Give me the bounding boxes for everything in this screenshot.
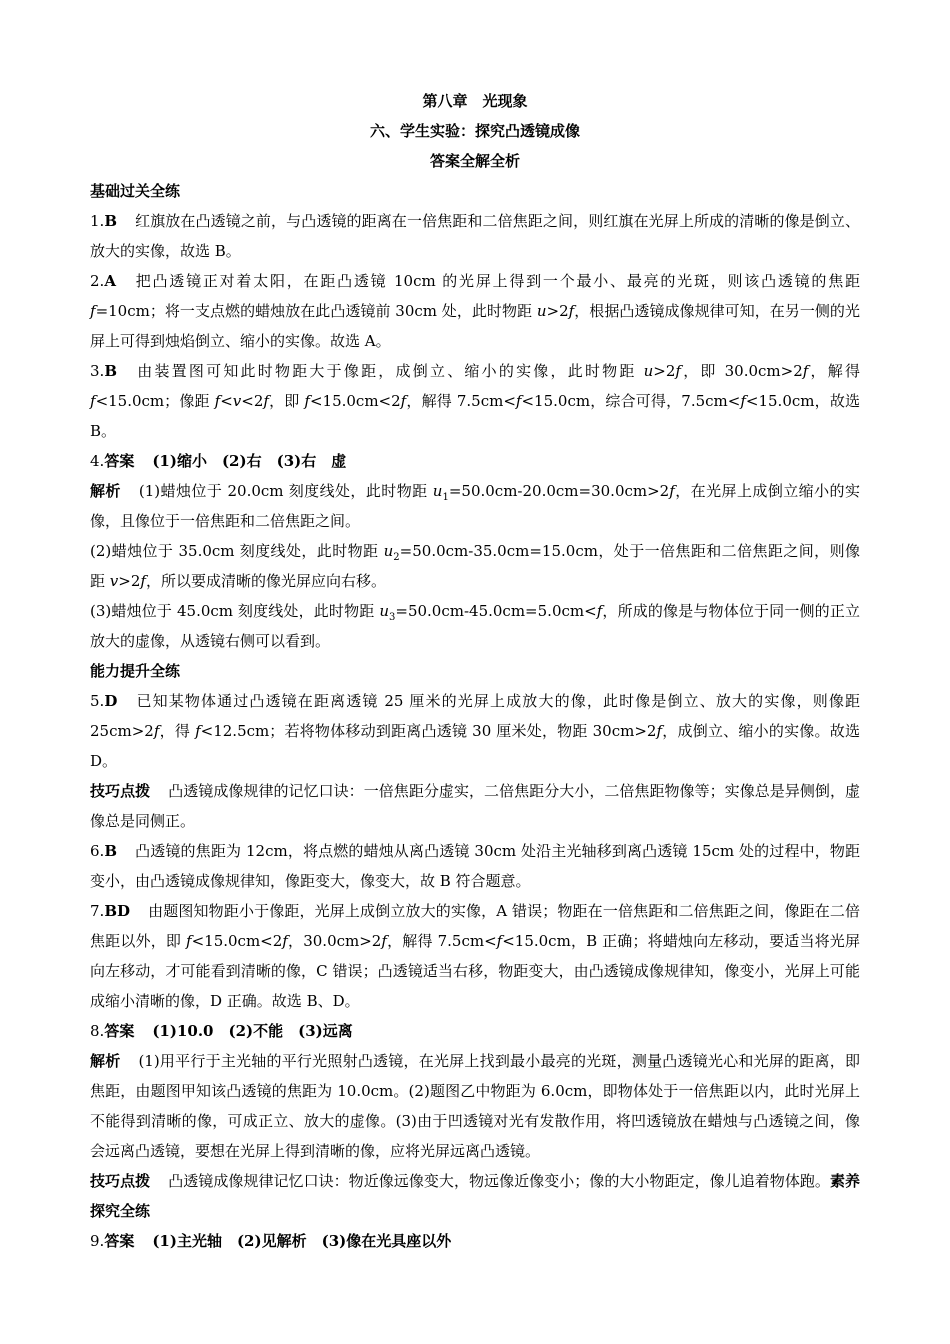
answer-key: (1)主光轴 (2)见解析 (3)像在光具座以外 [152, 1232, 452, 1250]
section-ability: 能力提升全练 [90, 662, 181, 680]
question-3: 3.B 由装置图可知此时物距大于像距，成倒立、缩小的实像，此时物距 u>2f，即 30.0cm>2f，解得 f<15.0cm；像距 f<v<2f，即 f<15.0cm<2f，解得 7.5cm<f<15.0cm，综合可得，7.5cm<f<15.0cm，故选 B。 [90, 362, 860, 440]
answer-key: B [104, 842, 117, 860]
answer-key: B [104, 212, 117, 230]
answer-key: (1)10.0 (2)不能 (3)远离 [152, 1022, 353, 1040]
question-4-analysis-3: (3)蜡烛位于 45.0cm 刻度线处，此时物距 $u_3=50.0cm-45.0cm=5.0cm<f$，所成的像是与物体位于同一侧的正立放大的虚像，从透镜右侧可以看到。 [90, 602, 860, 650]
question-4-analysis-2: (2)蜡烛位于 35.0cm 刻度线处，此时物距 $u_2=50.0cm-35.0cm=15.0cm$，处于一倍焦距和二倍焦距之间，则像距 v>2f，所以要成清晰的像光屏应向右移。 [90, 542, 860, 590]
answer-document [90, 86, 860, 1256]
question-4-analysis-1: 解析 (1)蜡烛位于 20.0cm 刻度线处，此时物距 $u_1=50.0cm-20.0cm=30.0cm>2f$，在光屏上成倒立缩小的实像，且像位于一倍焦距和二倍焦距之间。 [90, 482, 860, 530]
question-8-answer: 8.答案 (1)10.0 (2)不能 (3)远离 [90, 1022, 353, 1040]
section-basic: 基础过关全练 [90, 182, 181, 200]
answer-key: D [104, 692, 118, 710]
question-5: 5.D 已知某物体通过凸透镜在距离透镜 25 厘米的光屏上成放大的像，此时像是倒立、放大的实像，则像距 25cm>2f，得 f<12.5cm；若将物体移动到距离凸透镜 30 厘米处，物距 30cm>2f，成倒立、缩小的实像。故选 D。 [90, 692, 860, 770]
question-1: 1.B 红旗放在凸透镜之前，与凸透镜的距离在一倍焦距和二倍焦距之间，则红旗在光屏上所成的清晰的像是倒立、放大的实像，故选 B。 [90, 212, 860, 260]
question-8-analysis: 解析 (1)用平行于主光轴的平行光照射凸透镜，在光屏上找到最小最亮的光斑，测量凸透镜光心和光屏的距离，即焦距，由题图甲知该凸透镜的焦距为 10.0cm。(2)题图乙中物距为 6.0cm，即物体处于一倍焦距以内，此时光屏上不能得到清晰的像，可成正立、放大的虚像。(3)由于凹透镜对光有发散作用，将凹透镜放在蜡烛与凸透镜之间，像会远离凸透镜，要想在光屏上得到清晰的像，应将光屏远离凸透镜。 [90, 1052, 860, 1160]
answer-key: BD [104, 902, 130, 920]
lesson-title: 六、学生实验：探究凸透镜成像 [369, 122, 580, 140]
question-5-tip: 技巧点拨 凸透镜成像规律的记忆口诀：一倍焦距分虚实，二倍焦距分大小，二倍焦距物像等；实像总是异侧倒，虚像总是同侧正。 [90, 782, 860, 830]
chapter-title: 第八章 光现象 [422, 92, 528, 110]
document-subtitle: 答案全解全析 [429, 152, 520, 170]
section-literacy: 素养探究全练 [90, 1172, 860, 1220]
question-9-answer: 9.答案 (1)主光轴 (2)见解析 (3)像在光具座以外 [90, 1232, 452, 1250]
question-2: 2.A 把凸透镜正对着太阳，在距凸透镜 10cm 的光屏上得到一个最小、最亮的光斑，则该凸透镜的焦距 f=10cm；将一支点燃的蜡烛放在此凸透镜前 30cm 处，此时物距 u>2f，根据凸透镜成像规律可知，在另一侧的光屏上可得到烛焰倒立、缩小的实像。故选 A。 [90, 272, 860, 350]
answer-key: A [104, 272, 116, 290]
question-6: 6.B 凸透镜的焦距为 12cm，将点燃的蜡烛从离凸透镜 30cm 处沿主光轴移到离凸透镜 15cm 处的过程中，物距变小，由凸透镜成像规律知，像距变大，像变大，故 B 符合题意。 [90, 842, 860, 890]
question-8-tip: 技巧点拨 凸透镜成像规律记忆口诀：物近像远像变大，物远像近像变小；像的大小物距定，像儿追着物体跑。素养探究全练 [90, 1172, 860, 1220]
answer-key: B [104, 362, 117, 380]
question-4-answer: 4.答案 (1)缩小 (2)右 (3)右 虚 [90, 452, 347, 470]
answer-key: (1)缩小 (2)右 (3)右 虚 [152, 452, 347, 470]
question-7: 7.BD 由题图知物距小于像距，光屏上成倒立放大的实像，A 错误；物距在一倍焦距和二倍焦距之间，像距在二倍焦距以外，即 f<15.0cm<2f，30.0cm>2f，解得 7.5cm<f<15.0cm，B 正确；将蜡烛向左移动，要适当将光屏向左移动，才可能看到清晰的像，C 错误；凸透镜适当右移，物距变大，由凸透镜成像规律知，像变小，光屏上可能成缩小清晰的像，D 正确。故选 B、D。 [90, 902, 860, 1010]
